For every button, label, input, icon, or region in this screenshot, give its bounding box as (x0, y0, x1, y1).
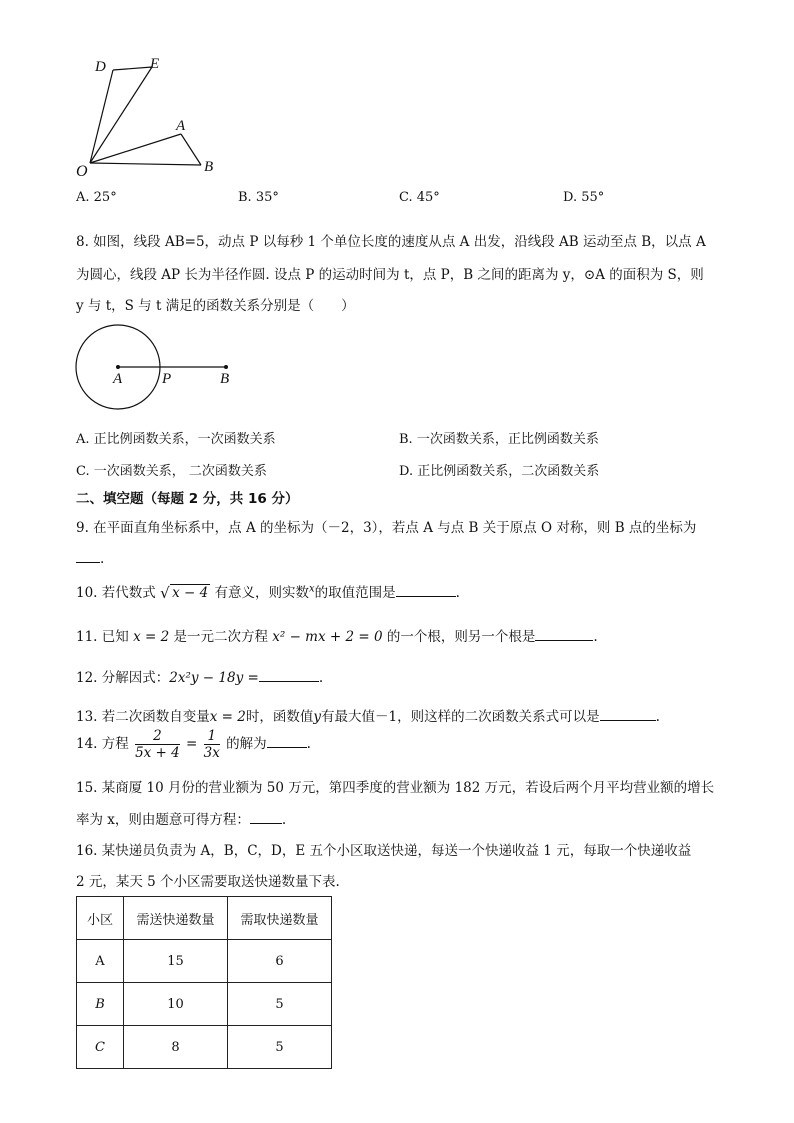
table-cell: A (77, 940, 124, 983)
q8-line-3: y 与 t，S 与 t 满足的函数关系分别是（ ） (76, 298, 355, 314)
sqrt-expression: √ x − 4 (160, 584, 209, 602)
table-header-cell: 小区 (77, 897, 124, 940)
q7-option-a: A. 25° (76, 190, 117, 205)
fraction-right: $\frac{1}{3x}$ (203, 728, 220, 761)
fraction-left: $\frac{2}{5x + 4}$ (135, 728, 180, 761)
q12: 12. 分解因式：2x²y − 18y = . (76, 666, 323, 686)
q7-option-c: C. 45° (399, 190, 440, 205)
circle-figure (70, 320, 250, 420)
q9-line-1: 9. 在平面直角坐标系中，点 A 的坐标为（－2，3），若点 A 与点 B 关于原点 O 对称，则 B 点的坐标为 (76, 520, 697, 536)
label-E: E (150, 56, 160, 72)
table-header-row (77, 897, 332, 940)
table-cell: 5 (228, 983, 332, 1026)
delivery-table (76, 896, 332, 1069)
label-P: P (162, 371, 172, 387)
q14: 14. 方程 $\frac{2}{5x + 4}$ = $\frac{1}{3x}$ 的解为 . (76, 728, 311, 761)
q8-line-1: 8. 如图，线段 AB=5，动点 P 以每秒 1 个单位长度的速度从点 A 出发，沿线段 AB 运动至点 B，以点 A (76, 234, 706, 250)
table-cell: C (77, 1026, 124, 1069)
label-A2: A (113, 371, 123, 387)
q7-option-b: B. 35° (238, 190, 279, 205)
table-cell: 8 (124, 1026, 228, 1069)
label-D: D (95, 59, 106, 75)
label-O: O (76, 163, 88, 180)
label-B2: B (220, 371, 230, 387)
q13: 13. 若二次函数自变量x = 2时，函数值y有最大值－1，则这样的二次函数关系式可以是 . (76, 705, 660, 725)
table-cell: 10 (124, 983, 228, 1026)
q8-option-b: B. 一次函数关系，正比例函数关系 (399, 432, 599, 447)
table-cell: B (77, 983, 124, 1026)
section-title: 二、填空题（每题 2 分，共 16 分） (76, 491, 299, 507)
label-B: B (204, 159, 214, 175)
q8-line-2: 为圆心，线段 AP 长为半径作圆. 设点 P 的运动时间为 t，点 P，B 之间的距离为 y，⊙A 的面积为 S，则 (76, 267, 704, 283)
q7-option-d: D. 55° (563, 190, 605, 205)
table-row (77, 983, 332, 1026)
q15-line-2: 率为 x，则由题意可得方程： . (76, 808, 286, 828)
q8-option-a: A. 正比例函数关系，一次函数关系 (76, 432, 276, 447)
q8-option-c: C. 一次函数关系， 二次函数关系 (76, 464, 267, 479)
q16-line-1: 16. 某快递员负责为 A，B，C，D，E 五个小区取送快递，每送一个快递收益 1 元，每取一个快递收益 (76, 843, 692, 859)
table-header-cell: 需送快递数量 (124, 897, 228, 940)
q10: 10. 若代数式 √ x − 4 有意义，则实数$^x$的取值范围是 . (76, 583, 460, 602)
table-cell: 15 (124, 940, 228, 983)
table-cell: 5 (228, 1026, 332, 1069)
q11: 11. 已知 x = 2 是一元二次方程 x² − mx + 2 = 0 的一个根，则另一个根是 . (76, 625, 598, 645)
table-cell: 6 (228, 940, 332, 983)
q16-line-2: 2 元，某天 5 个小区需要取送快递数量下表. (76, 874, 340, 890)
table-header-cell: 需取快递数量 (228, 897, 332, 940)
q9-answer: . (76, 548, 104, 567)
q8-option-d: D. 正比例函数关系，二次函数关系 (399, 464, 600, 479)
label-A: A (176, 118, 186, 134)
table-row (77, 940, 332, 983)
table-row (77, 1026, 332, 1069)
q15-line-1: 15. 某商厦 10 月份的营业额为 50 万元，第四季度的营业额为 182 万元，若设后两个月平均营业额的增长 (76, 780, 715, 796)
